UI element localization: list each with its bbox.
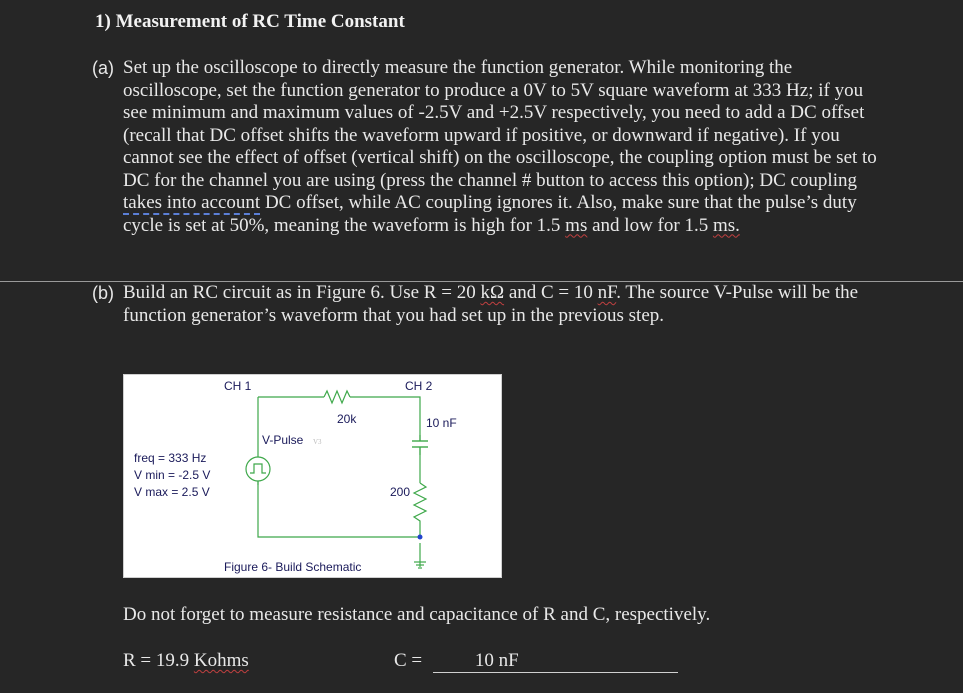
vmax-label: V max = 2.5 V [134,485,210,499]
ch2-label: CH 2 [405,379,433,393]
part-b-label: (b) [92,283,114,303]
c-label: C = [394,650,427,671]
junction-dot [418,535,423,540]
spelling-suggestion-kohms[interactable]: Kohms [193,650,249,671]
figure-caption: Figure 6- Build Schematic [224,560,362,574]
cap-label: 10 nF [426,416,457,430]
part-a-text-3: DC offset, while AC coupling ignores it. Also, make sure that the pulse’s duty cycle is set at 50%, meaning the waveform is high for 1.5 [123,192,857,236]
schematic-figure [123,374,502,578]
part-b-text-5: . The source V-Pulse will be the function generator’s waveform that you had set up in the previous step. [123,282,859,326]
resistor-200-icon [414,483,426,537]
spelling-suggestion-kohm[interactable]: kΩ [480,282,505,303]
ch1-label: CH 1 [224,379,252,393]
capacitor-icon [412,435,428,455]
part-a-text-1: Set up the oscilloscope to directly measure the function generator. While monitoring the oscilloscope, set the function generator to produce a 0V to 5V square waveform at 333 Hz; if you see minimum and maximum values of -2.5V and +2.5V respectively, you need to add a DC offset (recall that DC offset shifts the waveform upward if positive, or downward if negative). If you cannot see the effect of offset (vertical shift) on the oscilloscope, the coupling option must be set to DC for the channel you are using (press the channel # button to access this option); DC coupling [123,57,877,191]
spelling-suggestion-ms[interactable]: ms [565,214,588,236]
r-measurement [123,650,249,672]
freq-label: freq = 333 Hz [134,451,207,465]
vmin-label: V min = -2.5 V [134,468,211,482]
resistor-20k-icon [324,391,350,403]
r-value: R = 19.9 [123,650,194,671]
source-label: V-Pulse [262,433,304,447]
r2-label: 200 [390,485,411,499]
source-tag: V3 [313,438,322,446]
part-a-label: (a) [92,58,114,78]
pulse-source-icon [246,457,270,485]
grammar-suggestion[interactable]: takes into account [123,192,261,213]
part-b-text-3: and C = 10 [504,282,598,303]
schematic-drawing [124,375,501,577]
part-a-paragraph [92,57,882,237]
c-value-field[interactable]: 10 nF [433,650,678,673]
spelling-suggestion-nf[interactable]: nF [597,282,617,303]
part-b-text-1: Build an RC circuit as in Figure 6. Use R = 20 [123,282,481,303]
part-a-text-5: and low for 1.5 [587,214,713,236]
reminder-note: Do not forget to measure resistance and capacitance of R and C, respectively. [123,604,711,625]
spelling-suggestion-ms-2[interactable]: ms. [712,214,740,236]
section-heading: 1) Measurement of RC Time Constant [95,11,405,32]
r1-label: 20k [337,412,357,426]
c-measurement [394,650,678,673]
part-b-paragraph [92,282,882,327]
